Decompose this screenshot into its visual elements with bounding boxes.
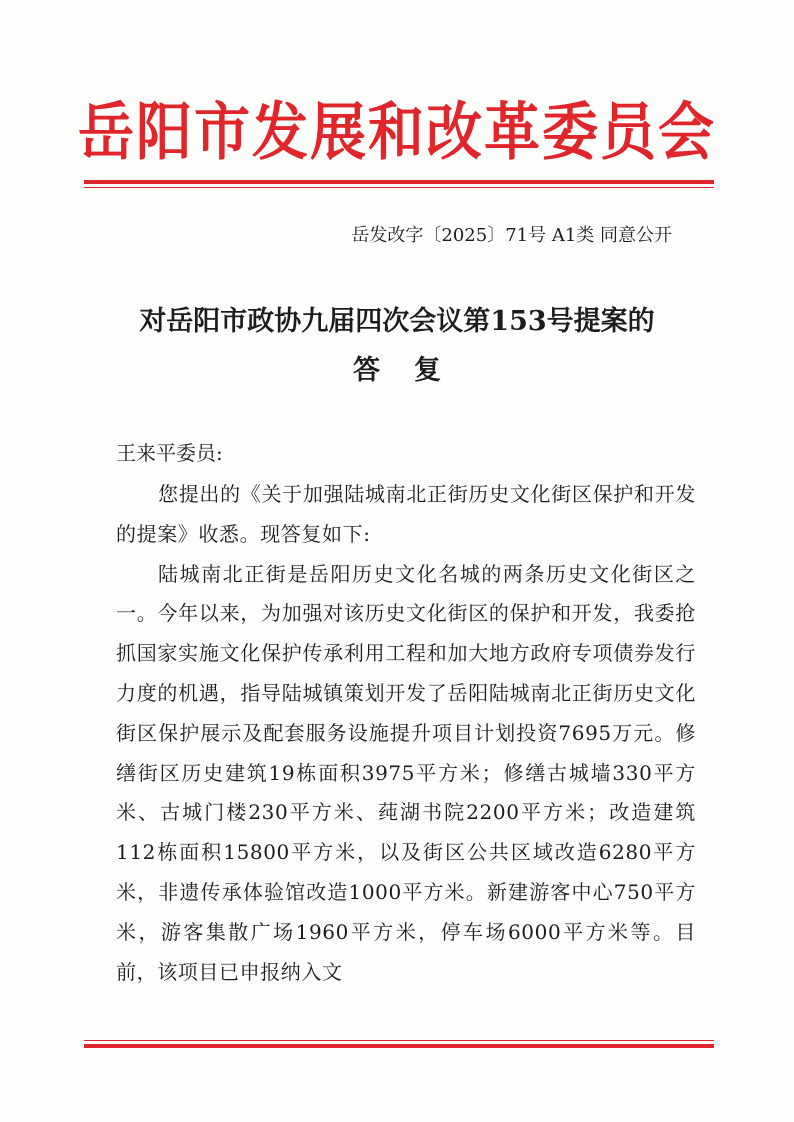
body-paragraph: 陆城南北正街是岳阳历史文化名城的两条历史文化街区之一。今年以来，为加强对该历史文化街区的保护和开发，我委抢抓国家实施文化保护传承利用工程和加大地方政府专项债券发行力度的机遇，指导陆城镇策划开发了岳阳陆城南北正街历史文化街区保护展示及配套服务设施提升项目计划投资7695万元。修缮街区历史建筑19栋面积3975平方米；修缮古城墙330平方米、古城门楼230平方米、莼湖书院2200平方米；改造建筑112栋面积15800平方米，以及街区公共区域改造6280平方米，非遗传承体验馆改造1000平方米。新建游客中心750平方米，游客集散广场1960平方米，停车场6000平方米等。目前，该项目已申报纳入文 <box>116 561 696 984</box>
letterhead-agency-name: 岳阳市发展和改革委员会 <box>78 95 716 169</box>
body-paragraph: 您提出的《关于加强陆城南北正街历史文化街区保护和开发的提案》收悉。现答复如下: <box>116 482 696 546</box>
footer-rule-thick <box>84 1044 714 1048</box>
letterhead-rule-thin <box>84 187 714 188</box>
letterhead-rule-thick <box>84 180 714 184</box>
document-title-line1: 对岳阳市政协九届四次会议第153号提案的 <box>139 306 655 337</box>
document-title-line2: 答复 <box>353 355 475 386</box>
salutation: 王来平委员: <box>116 441 223 465</box>
document-body <box>116 475 696 992</box>
footer-rule-thin <box>84 1040 714 1041</box>
document-number: 岳发改字〔2025〕71号 A1类 同意公开 <box>351 225 672 246</box>
